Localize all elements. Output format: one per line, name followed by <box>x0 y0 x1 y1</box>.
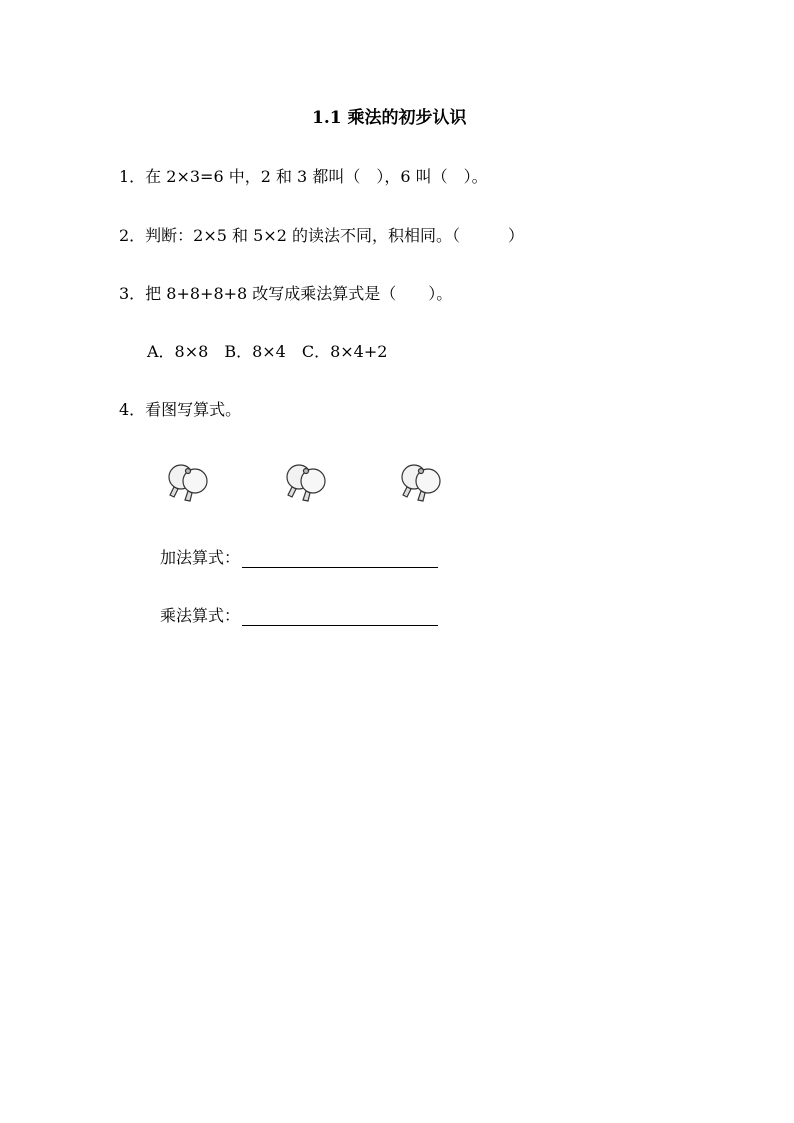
question-3-options: A．8×8 B．8×4 C．8×4+2 <box>147 342 388 361</box>
multiplication-answer-row <box>160 606 438 626</box>
addition-answer-blank[interactable] <box>242 551 438 568</box>
addition-label: 加法算式： <box>160 548 241 567</box>
multiplication-answer-blank[interactable] <box>242 609 438 626</box>
multiplication-label: 乘法算式： <box>160 606 241 625</box>
ping-pong-paddles-icon <box>397 462 445 504</box>
question-1: 1．在 2×3=6 中，2 和 3 都叫（ ），6 叫（ ）。 <box>119 167 488 186</box>
question-3: 3．把 8+8+8+8 改写成乘法算式是（ ）。 <box>119 284 453 303</box>
worksheet-title: 1.1 乘法的初步认识 <box>312 108 467 128</box>
ping-pong-paddles-icon <box>282 462 330 504</box>
addition-answer-row <box>160 548 438 568</box>
question-2: 2．判断：2×5 和 5×2 的读法不同，积相同。（ ） <box>119 226 524 245</box>
question-4: 4．看图写算式。 <box>119 400 242 419</box>
ping-pong-paddles-icon <box>164 462 212 504</box>
